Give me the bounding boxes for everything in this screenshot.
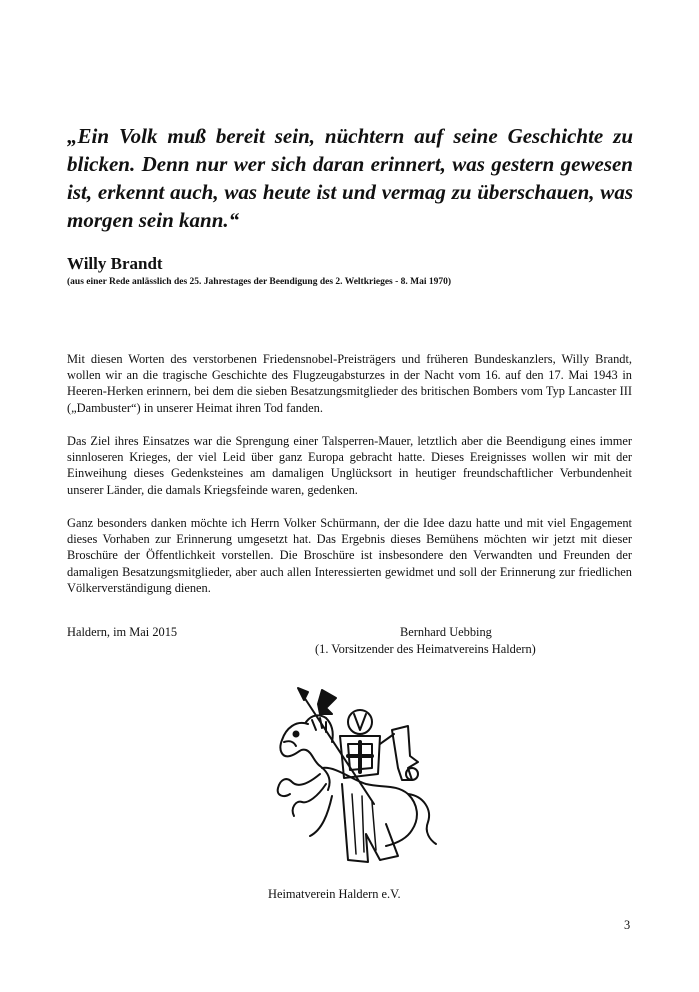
page-number: 3 xyxy=(624,918,631,932)
signer-name: Bernhard Uebbing xyxy=(400,625,492,639)
knight-on-horse-emblem-icon xyxy=(262,684,440,866)
signer-role: (1. Vorsitzender des Heimatvereins Haldern) xyxy=(315,642,536,656)
place-date: Haldern, im Mai 2015 xyxy=(67,625,178,639)
body-paragraph-1: Mit diesen Worten des verstorbenen Friedensnobel-Preisträgers und früheren Bundeskanzlers, Willy Brandt, wollen wir an die tragische Geschichte des Flugzeugabsturzes in der Nacht vom 16. auf den 17. Mai 1943 in Heeren-Herken erinnern, bei dem die sieben Besatzungsmitglieder des britischen Bombers vom Typ Lancaster III („Dambuster“) in unserer Heimat ihren Tod fanden. xyxy=(67,352,632,415)
body-paragraph-3: Ganz besonders danken möchte ich Herrn Volker Schürmann, der die Idee dazu hatte und mit viel Engagement dieses Vorhaben zur Erinnerung umgesetzt hat. Das Ergebnis dieses Bemühens möchten wir jetzt mit dieser Broschüre der Öffentlichkeit vorstellen. Die Broschüre ist insbesondere den Verwandten und Freunden der damaligen Besatzungsmitglieder, aber auch allen Interessierten gewidmet und soll der Erinnerung zur friedlichen Völkerverständigung dienen. xyxy=(67,516,632,595)
quote-author: Willy Brandt xyxy=(67,254,163,273)
quote-source: (aus einer Rede anlässlich des 25. Jahrestages der Beendigung des 2. Weltkrieges - 8. Mai 1970) xyxy=(67,277,452,287)
body-paragraph-2: Das Ziel ihres Einsatzes war die Sprengung einer Talsperren-Mauer, letztlich aber die Beendigung eines immer sinnloseren Krieges, der viel Leid über ganz Europa gebracht hatte. Dieses Ereignisses wollen wir mit der Einweihung dieses Gedenksteines am damaligen Unglücksort in heutiger freundschaftlicher Verbundenheit unserer Länder, die damals Kriegsfeinde waren, gedenken. xyxy=(67,434,632,497)
quote-text: „Ein Volk muß bereit sein, nüchtern auf seine Geschichte zu blicken. Denn nur wer sich daran erinnert, was gestern gewesen ist, erkennt auch, was heute ist und vermag zu überschauen, was morgen sein kann.“ xyxy=(67,124,633,232)
organization-name: Heimatverein Haldern e.V. xyxy=(268,887,401,901)
